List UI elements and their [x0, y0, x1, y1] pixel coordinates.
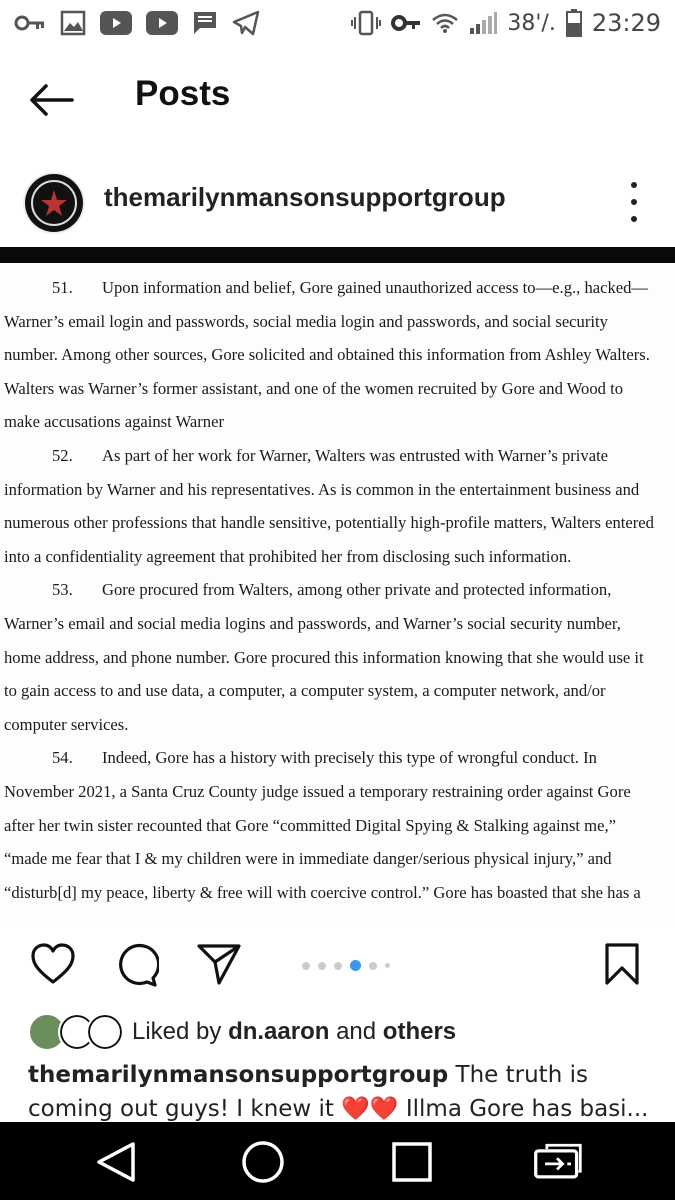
- system-nav-bar: [0, 1122, 675, 1200]
- comment-icon: [113, 942, 159, 988]
- avatar[interactable]: [25, 174, 83, 232]
- back-arrow-icon: [28, 83, 74, 117]
- more-options-button[interactable]: [620, 182, 648, 222]
- liker-username[interactable]: dn.aaron: [228, 1018, 330, 1045]
- post-header: [0, 168, 675, 232]
- bookmark-icon: [604, 942, 640, 986]
- share-button[interactable]: [196, 942, 242, 991]
- signal-icon: [469, 11, 497, 35]
- line-text: into a confidentiality agreement that prohibited her from disclosing such information.: [4, 546, 572, 566]
- document-line: [4, 372, 672, 406]
- carousel-dot: [385, 963, 390, 968]
- line-text: Warner’s email login and passwords, social media login and passwords, and social security: [4, 311, 608, 331]
- line-text: “made me fear that I & my children were in immediate danger/serious physical injury,” and: [4, 849, 612, 869]
- carousel-dot: [369, 962, 377, 970]
- heart-icon: [30, 942, 76, 986]
- document-line: [4, 439, 672, 473]
- switch-app-icon: [532, 1142, 584, 1182]
- telegram-icon: [232, 10, 260, 36]
- carousel-indicator: [302, 960, 390, 971]
- line-text: Upon information and belief, Gore gained unauthorized access to—e.g., hacked—: [102, 278, 649, 297]
- carousel-dot: [318, 962, 326, 970]
- group-logo-icon: [39, 188, 69, 218]
- document-line: [4, 775, 672, 809]
- recents-square-icon: [390, 1140, 434, 1184]
- line-text: November 2021, a Santa Cruz County judge issued a temporary restraining order against Gore: [4, 781, 631, 801]
- line-text: information by Warner and his representatives. As is common in the entertainment business and: [4, 479, 640, 499]
- carousel-dot: [302, 962, 310, 970]
- liker-avatars: [28, 1013, 128, 1051]
- document-text: [4, 271, 672, 909]
- home-circle-icon: [240, 1139, 286, 1185]
- triangle-back-icon: [95, 1140, 137, 1184]
- document-line: [4, 607, 672, 641]
- document-line: [4, 506, 672, 540]
- line-text: Warner’s email and social media logins and passwords, and Warner’s social security number,: [4, 613, 621, 633]
- line-text: As part of her work for Warner, Walters was entrusted with Warner’s private: [102, 445, 609, 465]
- line-text: home address, and phone number. Gore procured this information knowing that she would use it: [4, 647, 644, 667]
- image-icon: [60, 10, 86, 36]
- like-button[interactable]: [30, 942, 76, 991]
- key-icon: [14, 13, 46, 33]
- vibrate-icon: [351, 10, 381, 36]
- nav-back-button[interactable]: [90, 1136, 142, 1188]
- likes-text: Liked by dn.aaron and others: [132, 1018, 457, 1045]
- paragraph-number: 52.: [52, 445, 73, 465]
- document-line: [4, 809, 672, 843]
- post-username[interactable]: themarilynmansonsupportgroup: [104, 182, 506, 212]
- liker-avatar: [86, 1013, 124, 1051]
- document-line: [4, 674, 672, 708]
- status-bar: [0, 0, 675, 46]
- nav-home-button[interactable]: [237, 1136, 289, 1188]
- status-icons-left: [14, 10, 260, 36]
- document-line: [4, 271, 672, 305]
- likes-summary[interactable]: [28, 1012, 456, 1052]
- document-line: [4, 641, 672, 675]
- caption-text: The truth is coming out guys! I knew it ❤️❤️ Illma Gore has basi...: [28, 1062, 649, 1122]
- battery-icon: [566, 9, 582, 37]
- line-text: Gore procured from Walters, among other private and protected information,: [102, 580, 612, 600]
- page-title: Posts: [135, 74, 231, 113]
- nav-switch-app-button[interactable]: [532, 1136, 584, 1188]
- nav-recents-button[interactable]: [386, 1136, 438, 1188]
- document-line: [4, 540, 672, 574]
- paragraph-number: 54.: [52, 748, 73, 768]
- carousel-dot: [334, 962, 342, 970]
- document-line: [4, 876, 672, 910]
- document-line: [4, 842, 672, 876]
- line-text: after her twin sister recounted that Gore “committed Digital Spying & Stalking against me,”: [4, 815, 616, 835]
- likes-others[interactable]: others: [382, 1018, 457, 1045]
- line-text: number. Among other sources, Gore solicited and obtained this information from Ashley Walters.: [4, 345, 650, 365]
- line-text: Walters was Warner’s former assistant, and one of the women recruited by Gore and Wood to: [4, 378, 623, 398]
- wifi-icon: [431, 12, 459, 34]
- paragraph-number: 51.: [52, 278, 73, 297]
- more-dot: [631, 216, 637, 222]
- status-icons-right: [351, 9, 661, 37]
- line-text: Indeed, Gore has a history with precisely this type of wrongful conduct. In: [102, 748, 597, 768]
- document-line: [4, 473, 672, 507]
- caption-username[interactable]: themarilynmansonsupportgroup: [28, 1062, 449, 1088]
- save-button[interactable]: [604, 942, 640, 991]
- paragraph-number: 53.: [52, 580, 73, 600]
- document-line: [4, 573, 672, 607]
- comment-button[interactable]: [113, 942, 159, 993]
- send-icon: [196, 942, 242, 986]
- document-line: [4, 405, 672, 439]
- document-line: [4, 741, 672, 775]
- youtube-icon: [100, 11, 132, 35]
- line-text: computer services.: [4, 714, 129, 734]
- youtube-icon: [146, 11, 178, 35]
- app-bar: [0, 60, 675, 140]
- more-dot: [631, 182, 637, 188]
- document-top-edge: [0, 247, 675, 263]
- battery-percent: 38'/.: [507, 10, 556, 36]
- carousel-dot: [350, 960, 361, 971]
- document-line: [4, 338, 672, 372]
- back-button[interactable]: [28, 78, 76, 122]
- post-actions: [0, 936, 675, 996]
- document-line: [4, 708, 672, 742]
- clock: 23:29: [591, 9, 661, 37]
- line-text: to gain access to and use data, a computer, a computer system, a computer network, and/or: [4, 681, 606, 701]
- key-icon: [391, 13, 421, 33]
- more-dot: [631, 199, 637, 205]
- post-image[interactable]: [0, 247, 675, 922]
- line-text: make accusations against Warner: [4, 412, 224, 432]
- document-line: [4, 305, 672, 339]
- message-icon: [192, 10, 218, 36]
- line-text: “disturb[d] my peace, liberty & free will with coercive control.” Gore has boasted that she has a: [4, 882, 641, 902]
- line-text: numerous other professions that handle sensitive, potentially high-profile matters, Walters entered: [4, 513, 654, 533]
